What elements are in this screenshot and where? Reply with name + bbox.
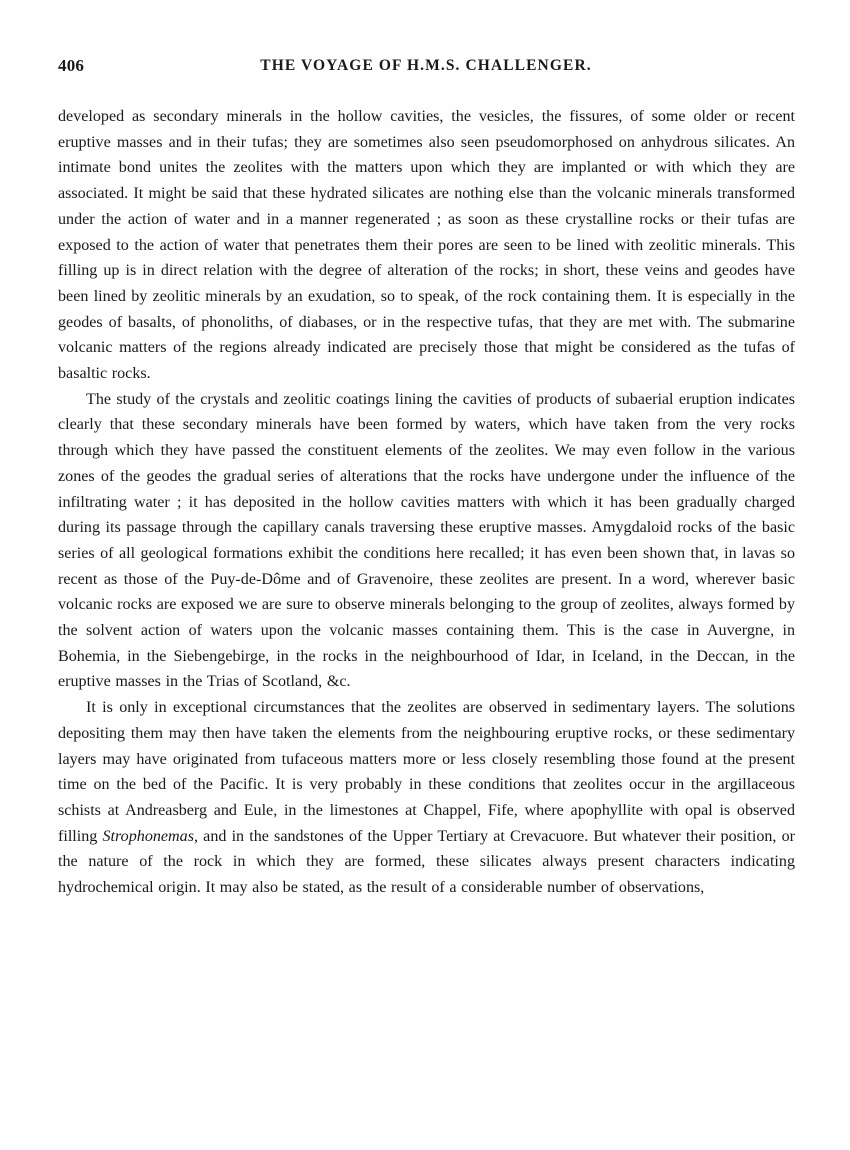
paragraph-1: developed as secondary minerals in the hollow cavities, the vesicles, the fissures, of some older or recent eruptive masses and in their tufas; they are sometimes also seen pseudomorphosed on anhydrous silicates. An intimate bond unites the zeolites with the matters upon which they are implanted or with which they are associated. It might be said that these hydrated silicates are nothing else than the volcanic minerals transformed under the action of water and in a manner regenerated ; as soon as these crystalline rocks or their tufas are exposed to the action of water that penetrates them their pores are seen to be lined with zeolitic minerals. This filling up is in direct relation with the degree of alteration of the rocks; in short, these veins and geodes have been lined by zeolitic minerals by an exudation, so to speak, of the rock containing them. It is especially in the geodes of basalts, of phonoliths, of diabases, or in the respective tufas, that they are met with. The submarine volcanic matters of the regions already indicated are precisely those that might be considered as the tufas of basaltic rocks. xyxy=(58,108,795,383)
page-header xyxy=(58,56,794,78)
paragraph-2: The study of the crystals and zeolitic coatings lining the cavities of products of subaerial eruption indicates clearly that these secondary minerals have been formed by waters, which have taken from the very rocks through which they have passed the constituent elements of the zeolites. We may even follow in the various zones of the geodes the gradual series of alterations that the rocks have undergone under the influence of the infiltrating water ; it has deposited in the hollow cavities matters with which it has been gradually charged during its passage through the capillary canals traversing these eruptive masses. Amygdaloid rocks of the basic series of all geological formations exhibit the conditions here recalled; it has even been shown that, in lavas so recent as those of the Puy-de-Dôme and of Gravenoire, these zeolites are present. In a word, wherever basic volcanic rocks are exposed we are sure to observe minerals belonging to the group of zeolites, always formed by the solvent action of waters upon the volcanic masses containing them. This is the case in Auvergne, in Bohemia, in the Siebengebirge, in the rocks in the neighbourhood of Idar, in Iceland, in the Deccan, in the eruptive masses in the Trias of Scotland, &c. xyxy=(58,390,795,691)
paragraph-3-part-2: , and in the sandstones of the Upper Tertiary at Crevacuore. But whatever their position, or the nature of the rock in which they are formed, these silicates always present characters indicating hydrochemical origin. It may also be stated, as the result of a considerable number of observations, xyxy=(58,827,795,897)
paragraph-3-part-1: It is only in exceptional circumstances that the zeolites are observed in sedimentary layers. The solutions depositing them may then have taken the elements from the neighbouring eruptive rocks, or these sedimentary layers may have originated from tufaceous matters more or less closely resembling those found at the present time on the bed of the Pacific. It is very probably in these conditions that zeolites occur in the argillaceous schists at Andreasberg and Eule, in the limestones at Chappel, Fife, where apophyllite with opal is observed filling xyxy=(58,699,795,845)
paragraph-3-italic-term: Strophonemas xyxy=(102,827,194,845)
page-number: 406 xyxy=(58,56,85,75)
body-text xyxy=(58,104,795,901)
paragraph-3 xyxy=(58,695,795,901)
running-title: THE VOYAGE OF H.M.S. CHALLENGER. xyxy=(260,57,592,74)
